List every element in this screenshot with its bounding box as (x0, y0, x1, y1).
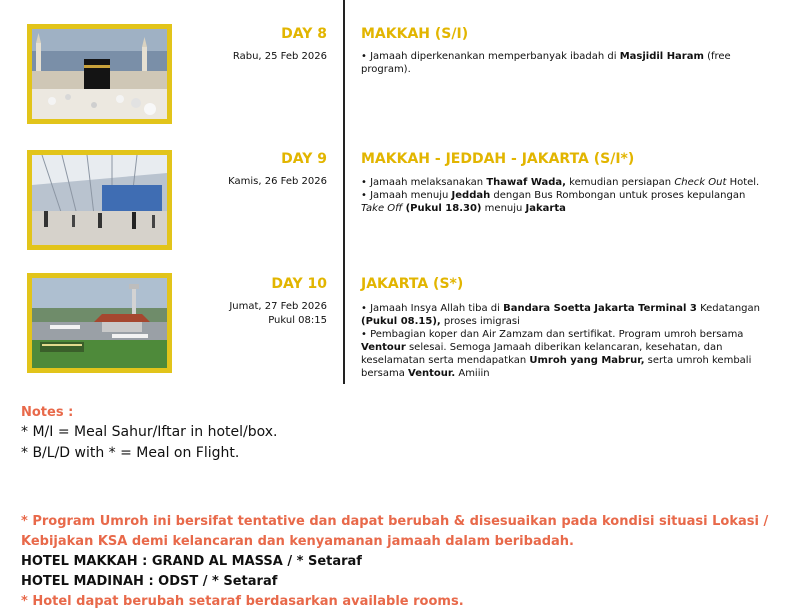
day-label: DAY 9 (281, 151, 327, 167)
day-date: Kamis, 26 Feb 2026 (228, 176, 327, 187)
airport-terminal-photo (27, 150, 172, 250)
description-text: (free program). (361, 51, 731, 75)
description-text: dengan Bus Rombongan untuk proses kepulangan (490, 190, 746, 201)
description-text: (Pukul 08.15), (361, 316, 441, 327)
description-text: Check Out (674, 177, 727, 188)
description-text: Ventour (361, 342, 406, 353)
disclaimer-text: * Program Umroh ini bersifat tentative dan dapat berubah & disesuaikan pada kondisi situasi Lokasi / Kebijakan KSA demi kelancaran dan kenyamanan jamaah dalam beribadah. (21, 514, 769, 549)
notes-line: * M/I = Meal Sahur/Iftar in hotel/box. (21, 424, 278, 440)
description-text: • Jamaah melaksanakan (361, 177, 487, 188)
notes-line: * B/L/D with * = Meal on Flight. (21, 445, 240, 461)
day-title: MAKKAH (S/I) (361, 26, 469, 42)
day-date: Rabu, 25 Feb 2026 (232, 51, 327, 62)
description-text: (Pukul 18.30) (405, 203, 482, 214)
description-text: • Jamaah diperkenankan memperbanyak ibadah di (361, 51, 620, 62)
description-text: Ventour. (408, 368, 456, 379)
description-text: Jakarta (525, 203, 566, 214)
description-text: serta umroh kembali bersama (361, 355, 752, 379)
notes-title: Notes : (21, 405, 74, 420)
description-paragraph (361, 50, 771, 76)
description-text: Kedatangan (696, 303, 760, 314)
day-label: DAY 10 (271, 276, 327, 292)
day-title: MAKKAH - JEDDAH - JAKARTA (S/I*) (361, 151, 635, 167)
description-text: Amiiin (455, 368, 490, 379)
description-paragraph (361, 176, 771, 189)
description-paragraph (361, 328, 771, 380)
description-text: • Jamaah Insya Allah tiba di (361, 303, 504, 314)
day-description (361, 50, 771, 76)
description-text: Take Off (361, 203, 403, 214)
kaaba-masjidil-haram-photo (27, 24, 172, 124)
description-text: selesai. Semoga Jamaah diberikan kelancaran, kesehatan, dan keselamatan serta mendapatkan (361, 342, 723, 366)
hotel-makkah: HOTEL MAKKAH : GRAND AL MASSA / * Setaraf (21, 554, 362, 569)
description-text: • Pembagian koper dan Air Zamzam dan sertifikat. Program umroh bersama (361, 329, 744, 340)
timeline-divider (343, 0, 345, 384)
day-description (361, 302, 771, 380)
description-text: Hotel. (726, 177, 760, 188)
hotel-note: * Hotel dapat berubah setaraf berdasarkan available rooms. (21, 594, 464, 609)
description-text: kemudian persiapan (565, 177, 675, 188)
description-text: Jeddah (451, 190, 491, 201)
description-text: Thawaf Wada, (486, 177, 566, 188)
description-text: Bandara Soetta Jakarta Terminal 3 (503, 303, 697, 314)
soekarno-hatta-airport-photo (27, 273, 172, 373)
description-text: Masjidil Haram (619, 51, 704, 62)
day-description (361, 176, 771, 215)
day-date: Jumat, 27 Feb 2026 (229, 301, 327, 312)
description-text: proses imigrasi (440, 316, 520, 327)
description-text: menuju (481, 203, 526, 214)
description-text: • Jamaah menuju (361, 190, 452, 201)
day-label: DAY 8 (281, 26, 327, 42)
notes-section (21, 404, 781, 464)
hotel-madinah: HOTEL MADINAH : ODST / * Setaraf (21, 574, 278, 589)
description-paragraph (361, 189, 771, 215)
footer-section (21, 512, 791, 612)
description-paragraph (361, 302, 771, 328)
day-title: JAKARTA (S*) (361, 276, 464, 292)
description-text: Umroh yang Mabrur, (529, 355, 645, 366)
day-time: Pukul 08:15 (268, 315, 327, 326)
